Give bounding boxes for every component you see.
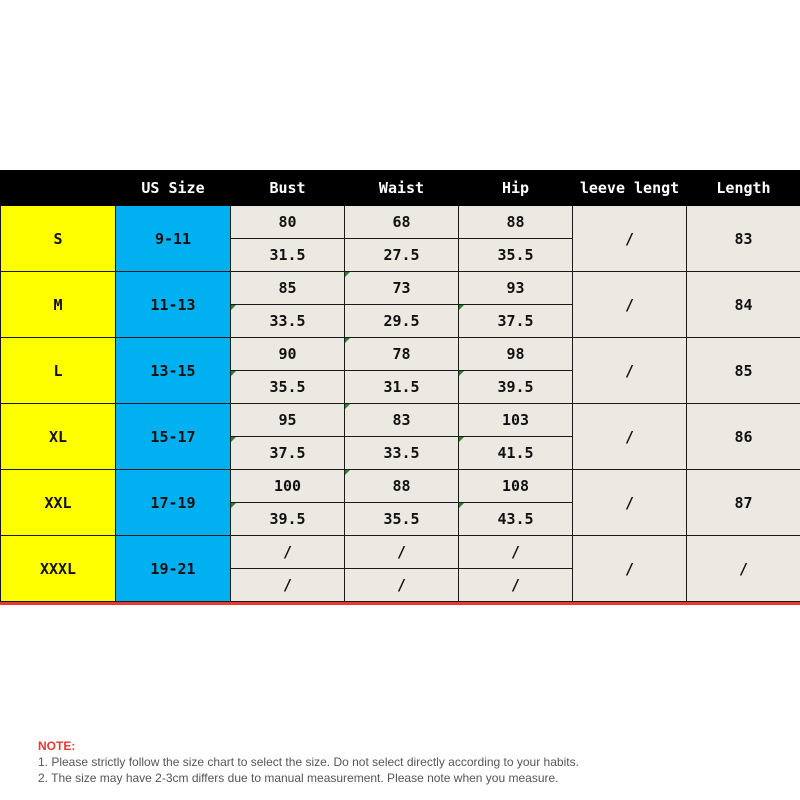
bust-in: 39.5 [231, 503, 345, 536]
length-value: 86 [687, 404, 800, 470]
waist-in: 35.5 [345, 503, 459, 536]
hip-in: 41.5 [459, 437, 573, 470]
size-label: XL [1, 404, 116, 470]
waist-cm: 78 [345, 338, 459, 371]
sleeve-value: / [573, 404, 687, 470]
length-value: 83 [687, 206, 800, 272]
size-chart-table [0, 170, 800, 602]
length-value: / [687, 536, 800, 602]
waist-cm: 83 [345, 404, 459, 437]
size-note [38, 738, 579, 786]
sleeve-value: / [573, 272, 687, 338]
header-waist: Waist [345, 171, 459, 206]
table-row [1, 272, 800, 305]
bust-in: 37.5 [231, 437, 345, 470]
header-row [1, 171, 800, 206]
sleeve-value: / [573, 338, 687, 404]
size-label: M [1, 272, 116, 338]
us-size-value: 15-17 [116, 404, 231, 470]
table-row [1, 338, 800, 371]
hip-cm: 88 [459, 206, 573, 239]
header-length: Length [687, 171, 800, 206]
waist-in: 29.5 [345, 305, 459, 338]
waist-cm: 68 [345, 206, 459, 239]
bust-cm: 100 [231, 470, 345, 503]
header-us-size: US Size [116, 171, 231, 206]
hip-cm: 103 [459, 404, 573, 437]
note-line-2: 2. The size may have 2-3cm differs due to manual measurement. Please note when you measure. [38, 771, 559, 785]
bust-cm: 95 [231, 404, 345, 437]
note-line-1: 1. Please strictly follow the size chart to select the size. Do not select directly according to your habits. [38, 755, 579, 769]
hip-cm: 98 [459, 338, 573, 371]
sleeve-value: / [573, 470, 687, 536]
waist-cm: / [345, 536, 459, 569]
header-hip: Hip [459, 171, 573, 206]
hip-in: 43.5 [459, 503, 573, 536]
header-sleeve-length: leeve lengt [573, 171, 687, 206]
size-label: L [1, 338, 116, 404]
bust-cm: 90 [231, 338, 345, 371]
hip-cm: / [459, 536, 573, 569]
sleeve-value: / [573, 206, 687, 272]
table-row [1, 536, 800, 569]
table-row [1, 404, 800, 437]
hip-cm: 108 [459, 470, 573, 503]
table-row [1, 470, 800, 503]
us-size-value: 11-13 [116, 272, 231, 338]
bust-cm: 80 [231, 206, 345, 239]
hip-in: 39.5 [459, 371, 573, 404]
note-title: NOTE: [38, 739, 76, 753]
size-label: XXL [1, 470, 116, 536]
hip-in: 35.5 [459, 239, 573, 272]
header-size [1, 171, 116, 206]
length-value: 84 [687, 272, 800, 338]
hip-cm: 93 [459, 272, 573, 305]
length-value: 87 [687, 470, 800, 536]
bust-cm: 85 [231, 272, 345, 305]
us-size-value: 13-15 [116, 338, 231, 404]
sleeve-value: / [573, 536, 687, 602]
table-row [1, 206, 800, 239]
bust-in: 35.5 [231, 371, 345, 404]
hip-in: 37.5 [459, 305, 573, 338]
table-bottom-rule [0, 602, 800, 605]
header-bust: Bust [231, 171, 345, 206]
bust-cm: / [231, 536, 345, 569]
waist-in: / [345, 569, 459, 602]
us-size-value: 9-11 [116, 206, 231, 272]
bust-in: 33.5 [231, 305, 345, 338]
size-label: XXXL [1, 536, 116, 602]
us-size-value: 17-19 [116, 470, 231, 536]
waist-cm: 73 [345, 272, 459, 305]
waist-in: 31.5 [345, 371, 459, 404]
us-size-value: 19-21 [116, 536, 231, 602]
size-label: S [1, 206, 116, 272]
waist-in: 33.5 [345, 437, 459, 470]
waist-cm: 88 [345, 470, 459, 503]
length-value: 85 [687, 338, 800, 404]
bust-in: 31.5 [231, 239, 345, 272]
waist-in: 27.5 [345, 239, 459, 272]
hip-in: / [459, 569, 573, 602]
bust-in: / [231, 569, 345, 602]
